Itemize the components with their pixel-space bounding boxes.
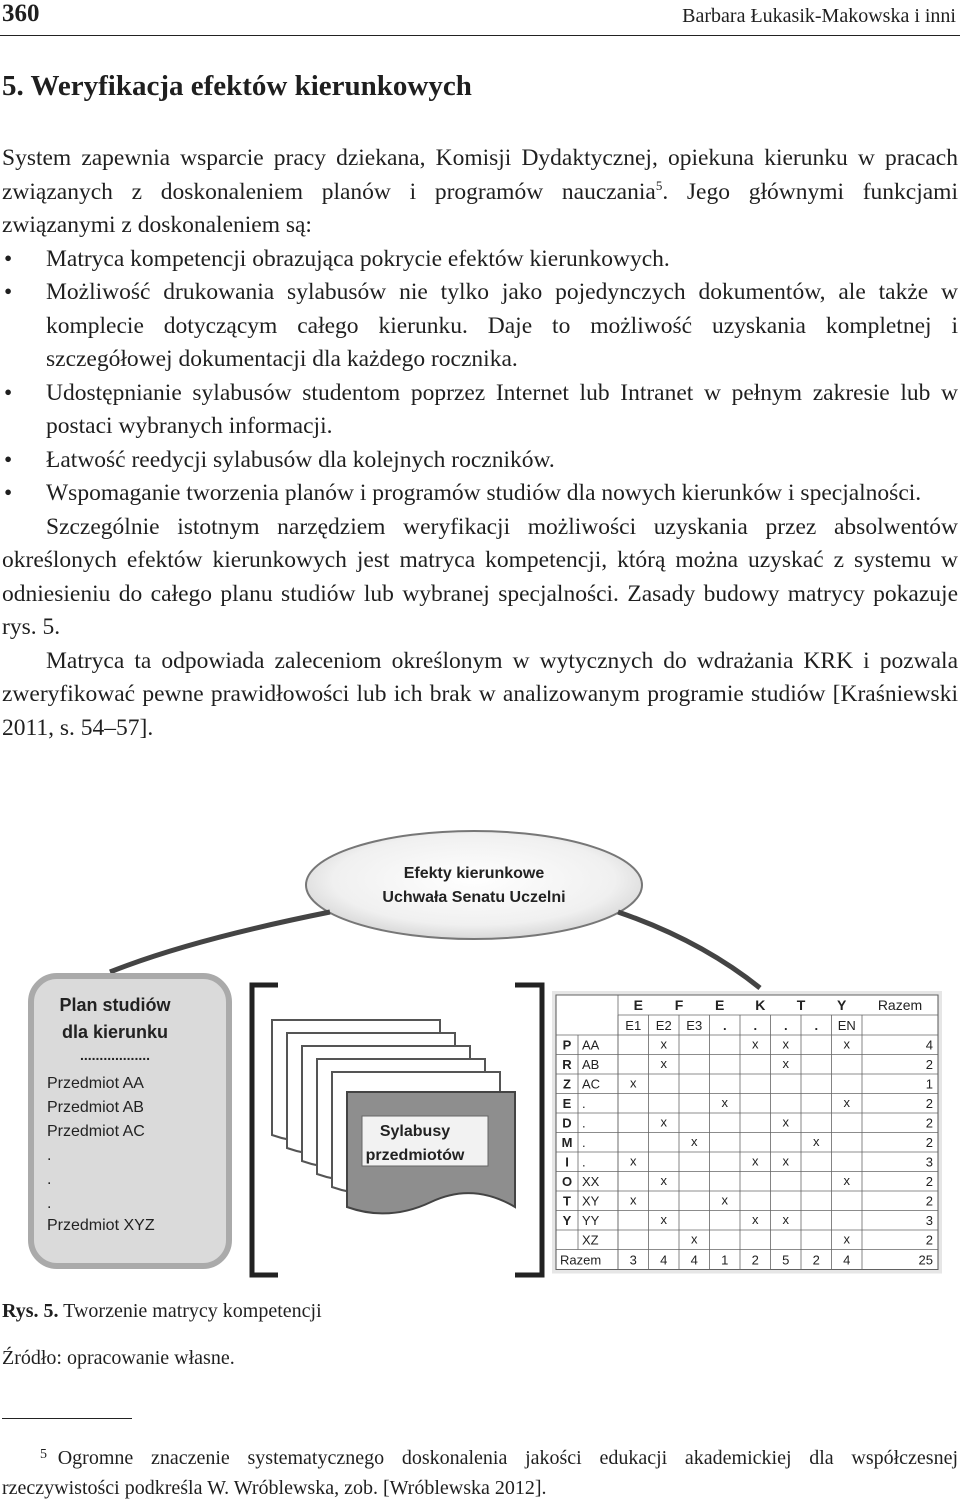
matrix-row-label: AA	[582, 1037, 600, 1053]
list-item	[2, 243, 958, 277]
running-head-authors: Barbara Łukasik-Makowska i inni	[682, 5, 956, 27]
list-item	[2, 444, 958, 478]
matrix-cell-mark: x	[691, 1231, 698, 1247]
matrix-row-label: .	[582, 1096, 586, 1111]
matrix-column-label: E3	[686, 1018, 703, 1033]
footnote-rule	[2, 1418, 132, 1419]
matrix-side-letter: D	[562, 1115, 572, 1131]
matrix-cell-mark: x	[782, 1036, 789, 1052]
matrix-column-label: .	[753, 1018, 758, 1033]
page-number: 360	[2, 0, 40, 27]
matrix-row-total: 2	[925, 1057, 933, 1072]
matrix-cell-mark: x	[660, 1056, 667, 1071]
matrix-row-total: 2	[925, 1135, 933, 1150]
matrix-row-total: 2	[925, 1232, 933, 1248]
matrix-header-letter: E	[633, 997, 644, 1013]
plan-item: .	[47, 1171, 52, 1188]
matrix-header-letter: Y	[836, 997, 847, 1013]
footnote-ref[interactable]: 5	[655, 177, 663, 193]
matrix-cell-mark: x	[843, 1036, 850, 1052]
list-item-text: Możliwość drukowania sylabusów nie tylko jako pojedynczych dokumentów, ale także w komplecie dotyczącym całego kierunku. Daje to możliwość uzyskania kompletnej i szczegółowej dokumentacji dla każdego rocznika.	[46, 279, 958, 372]
matrix-row-label: AB	[582, 1057, 600, 1072]
matrix-footer-value: 1	[721, 1252, 729, 1268]
matrix-cell-mark: x	[782, 1056, 789, 1071]
list-item	[2, 377, 958, 444]
matrix-cell-mark: x	[752, 1212, 759, 1227]
matrix-row-label: XX	[582, 1174, 600, 1189]
plan-dots: ..................	[79, 1047, 151, 1063]
matrix-side-letter: Y	[562, 1213, 572, 1228]
bullet-icon: •	[4, 279, 13, 305]
matrix-row-label: XY	[582, 1193, 600, 1209]
plan-item: Przedmiot XYZ	[47, 1217, 155, 1234]
plan-item: Przedmiot AC	[47, 1123, 145, 1140]
matrix-row-label: .	[582, 1135, 586, 1150]
matrix-row-total: 3	[925, 1154, 933, 1170]
matrix-header-letter: E	[714, 997, 725, 1013]
caption-text: Tworzenie matrycy kompetencji	[63, 1300, 322, 1322]
matrix-column-label: .	[783, 1018, 788, 1033]
matrix-footer-value: 4	[843, 1252, 851, 1268]
matrix-row-label: AC	[582, 1076, 601, 1092]
competency-matrix	[552, 991, 942, 1274]
connector-arrow-right	[618, 912, 760, 988]
matrix-row-label: XZ	[582, 1232, 599, 1248]
bullet-icon: •	[4, 480, 13, 506]
matrix-footer-label: Razem	[560, 1252, 602, 1268]
footnote-number: 5	[40, 1447, 47, 1462]
matrix-side-letter: Z	[563, 1076, 571, 1092]
matrix-cell-mark: x	[630, 1153, 637, 1169]
plan-item: .	[47, 1195, 52, 1212]
matrix-column-label: E2	[655, 1018, 672, 1033]
matrix-side-letter: P	[562, 1037, 572, 1053]
syllabus-stack	[272, 1020, 515, 1213]
figure-source: Źródło: opracowanie własne.	[2, 1347, 235, 1369]
matrix-footer-value: 5	[782, 1252, 790, 1268]
matrix-cell-mark: x	[721, 1192, 728, 1208]
matrix-cell-mark: x	[630, 1192, 637, 1208]
matrix-row-total: 2	[925, 1193, 933, 1209]
paragraph-2: Szczególnie istotnym narzędziem weryfikacji możliwości uzyskania przez absolwentów określonych efektów kierunkowych jest matryca kompetencji, którą można uzyskać z systemu w odniesieniu do całego planu studiów lub wybranej specjalności. Zasady budowy matrycy pokazuje rys. 5.	[2, 513, 958, 640]
footnote	[2, 1440, 958, 1503]
matrix-cell-mark: x	[752, 1153, 759, 1169]
matrix-cell-mark: x	[691, 1134, 698, 1149]
matrix-cell-mark: x	[782, 1212, 789, 1227]
syllabus-line2: przedmiotów	[365, 1147, 465, 1164]
matrix-row-total: 2	[925, 1115, 933, 1131]
intro-tail: . Jego głównymi funkcjami związanymi z doskonaleniem są:	[2, 178, 958, 238]
page-header	[0, 0, 960, 34]
bullet-icon: •	[4, 245, 13, 272]
figure-5	[0, 830, 960, 1290]
matrix-header-total: Razem	[877, 997, 923, 1013]
bullet-icon: •	[4, 446, 13, 473]
syllabus-line1: Sylabusy	[379, 1123, 451, 1140]
matrix-cell-mark: x	[630, 1075, 637, 1091]
intro-paragraph	[2, 142, 958, 243]
matrix-side-letter: I	[565, 1154, 569, 1170]
paragraph-3: Matryca ta odpowiada zaleceniom określonym w wytycznych do wdrażania KRK i pozwala zweryfikować pewne prawidłowości lub ich brak w analizowanym programie studiów [Kraśniewski 2011, s. 54–57].	[2, 647, 958, 741]
list-item-text: Wspomaganie tworzenia planów i programów studiów dla nowych kierunków i specjalności.	[46, 480, 922, 506]
plan-item: Przedmiot AA	[47, 1075, 144, 1092]
matrix-cell-mark: x	[660, 1173, 667, 1188]
figure-diagram	[0, 830, 960, 1290]
matrix-row-total: 3	[925, 1213, 933, 1228]
matrix-row-total: 4	[925, 1037, 933, 1053]
matrix-footer-value: 2	[812, 1252, 820, 1268]
connector-arrow-left	[110, 912, 330, 972]
bullet-icon: •	[4, 379, 13, 406]
matrix-cell-mark: x	[843, 1231, 850, 1247]
right-bracket	[515, 985, 542, 1275]
matrix-row-label: YY	[582, 1213, 600, 1228]
bullet-list	[2, 243, 958, 511]
header-rule	[0, 35, 960, 36]
plan-title-line1: Plan studiów	[59, 995, 171, 1015]
matrix-header-letter: K	[755, 997, 766, 1013]
matrix-footer-value: 4	[660, 1252, 668, 1268]
matrix-cell-mark: x	[660, 1212, 667, 1227]
list-item-text: Udostępnianie sylabusów studentom poprzez Internet lub Intranet w pełnym zakresie lub w postaci wybranych informacji.	[46, 379, 958, 439]
ellipse-line1: Efekty kierunkowe	[403, 865, 545, 882]
section-title: 5. Weryfikacja efektów kierunkowych	[2, 70, 472, 102]
figure-caption	[2, 1300, 322, 1323]
list-item	[2, 276, 958, 377]
footnote-text: Ogromne znaczenie systematycznego doskonalenia jakości edukacji akademickiej dla współczesnej rzeczywistości podkreśla W. Wróblewska, zob. [Wróblewska 2012].	[2, 1447, 959, 1499]
matrix-side-letter: M	[561, 1135, 573, 1150]
matrix-cell-mark: x	[813, 1134, 820, 1149]
list-item-text: Łatwość reedycji sylabusów dla kolejnych roczników.	[46, 446, 555, 473]
intro-text: System zapewnia wsparcie pracy dziekana, Komisji Dydaktycznej, opiekuna kierunku w pracach związanych z doskonaleniem planów i programów nauczania	[2, 145, 958, 205]
caption-label: Rys. 5.	[2, 1300, 59, 1322]
matrix-cell-mark: x	[843, 1173, 850, 1188]
list-item-text: Matryca kompetencji obrazująca pokrycie efektów kierunkowych.	[46, 245, 670, 272]
matrix-side-letter: R	[562, 1057, 572, 1072]
matrix-footer-value: 4	[690, 1252, 698, 1268]
matrix-header-letter: F	[674, 997, 684, 1013]
matrix-column-label: E1	[625, 1018, 642, 1033]
matrix-column-label: .	[722, 1018, 727, 1033]
matrix-row-total: 2	[925, 1096, 933, 1111]
matrix-footer-total: 25	[918, 1252, 933, 1268]
plan-item: Przedmiot AB	[47, 1099, 144, 1116]
plan-title-line2: dla kierunku	[61, 1022, 169, 1042]
matrix-cell-mark: x	[782, 1153, 789, 1169]
plan-item: .	[47, 1147, 52, 1164]
matrix-cell-mark: x	[843, 1095, 850, 1110]
matrix-side-letter: O	[561, 1174, 573, 1189]
matrix-footer-value: 2	[751, 1252, 759, 1268]
matrix-footer-value: 3	[629, 1252, 637, 1268]
matrix-side-letter: E	[562, 1096, 572, 1111]
body-text	[2, 142, 958, 745]
matrix-row-total: 2	[925, 1174, 933, 1189]
list-item	[2, 477, 958, 511]
matrix-header-letter: T	[796, 997, 806, 1013]
matrix-column-label: .	[814, 1018, 819, 1033]
matrix-cell-mark: x	[752, 1036, 759, 1052]
effects-ellipse	[306, 831, 642, 939]
matrix-row-total: 1	[925, 1076, 933, 1092]
ellipse-line2: Uchwała Senatu Uczelni	[382, 889, 566, 906]
matrix-cell-mark: x	[721, 1095, 728, 1110]
matrix-row-label: .	[582, 1154, 586, 1170]
matrix-cell-mark: x	[782, 1114, 789, 1130]
matrix-cell-mark: x	[660, 1114, 667, 1130]
matrix-cell-mark: x	[660, 1036, 667, 1052]
matrix-column-label: EN	[837, 1018, 856, 1033]
matrix-side-letter: T	[563, 1193, 571, 1209]
matrix-row-label: .	[582, 1115, 586, 1131]
